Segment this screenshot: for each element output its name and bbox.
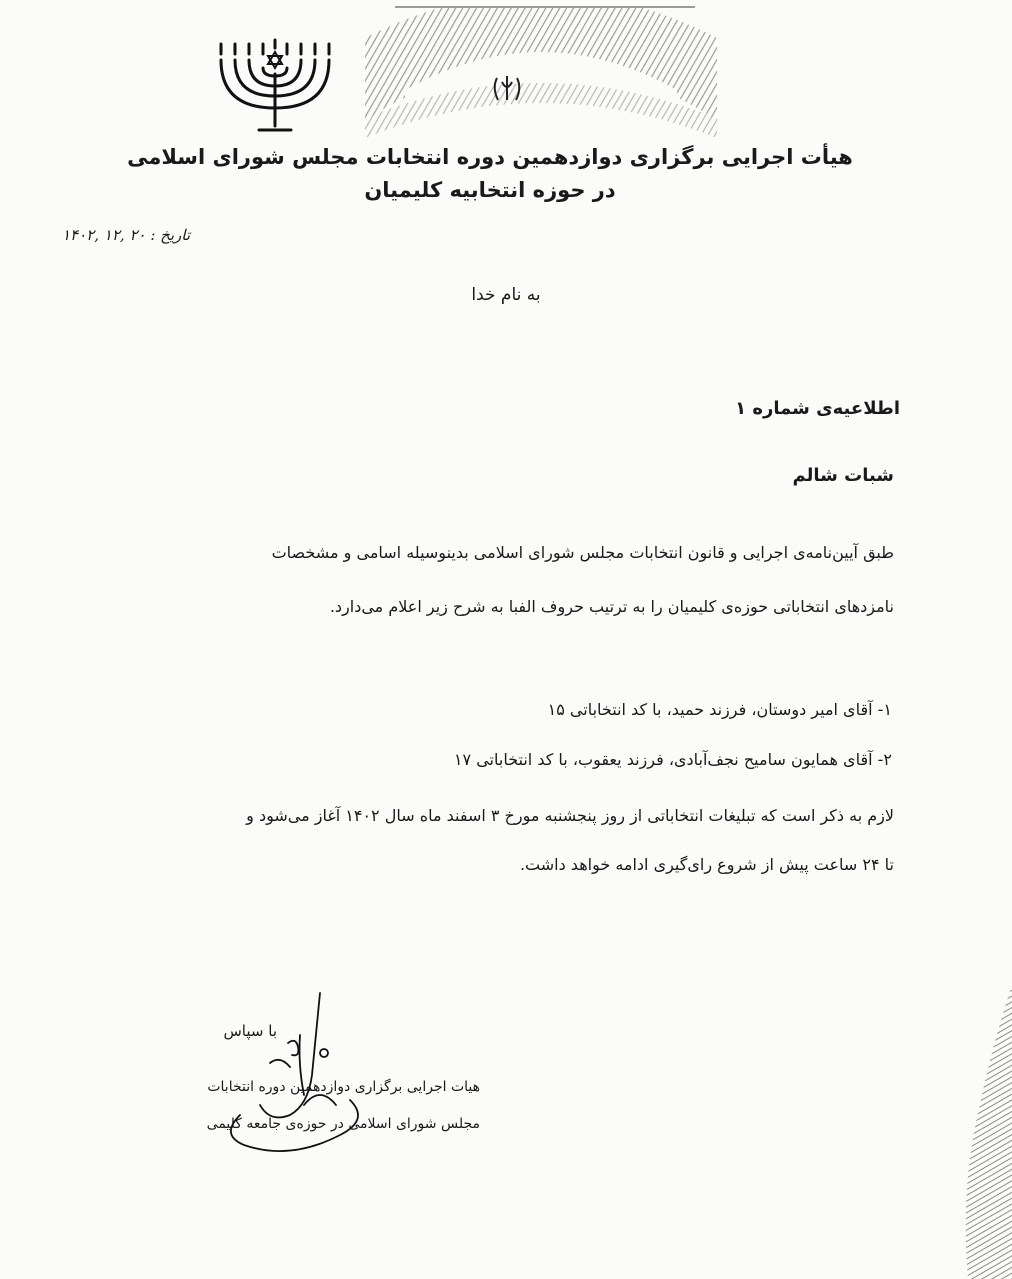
note-line2: تا ۲۴ ساعت پیش از شروع رای‌گیری ادامه خواهد داشت. xyxy=(519,855,894,874)
closing: با سپاس xyxy=(223,1022,277,1040)
intro-line2: نامزدهای انتخاباتی حوزه‌ی کلیمیان را به ترتیب حروف الفبا به شرح زیر اعلام می‌دارد. xyxy=(329,597,894,616)
stamp-fragment-icon xyxy=(930,985,1012,1279)
intro-line1: طبق آیین‌نامه‌ی اجرایی و قانون انتخابات مجلس شورای اسلامی بدینوسیله اسامی و مشخصات xyxy=(271,543,894,562)
greeting: شبات شالم xyxy=(792,465,894,486)
letterhead-title-line2: در حوزه انتخابیه کلیمیان xyxy=(364,178,616,202)
handwritten-signature-icon xyxy=(200,985,400,1165)
note-line1: لازم به ذکر است که تبلیغات انتخاباتی از روز پنجشنبه مورخ ۳ اسفند ماه سال ۱۴۰۲ آغاز می‌شود و xyxy=(246,806,894,825)
candidate-item: ۲- آقای همایون سامیح نجف‌آبادی، فرزند یعقوب، با کد انتخاباتی ۱۷ xyxy=(453,750,892,769)
bismillah: به نام خدا xyxy=(471,285,541,305)
emblem-banner-icon xyxy=(365,8,717,148)
signatory-line2: مجلس شورای اسلامی در حوزه‌ی جامعه کلیمی xyxy=(206,1116,480,1132)
date-line: تاریخ : ۲۰ ,۱۲ ,۱۴۰۲ xyxy=(61,226,190,244)
candidate-item: ۱- آقای امیر دوستان، فرزند حمید، با کد انتخاباتی ۱۵ xyxy=(547,700,892,719)
letterhead-title-line1: هیأت اجرایی برگزاری دوازدهمین دوره انتخابات مجلس شورای اسلامی xyxy=(127,145,853,169)
menorah-logo-icon xyxy=(215,38,335,138)
notice-title: اطلاعیه‌ی شماره ۱ xyxy=(735,398,900,419)
signatory-line1: هیات اجرایی برگزاری دوازدهمین دوره انتخابات xyxy=(207,1079,480,1095)
